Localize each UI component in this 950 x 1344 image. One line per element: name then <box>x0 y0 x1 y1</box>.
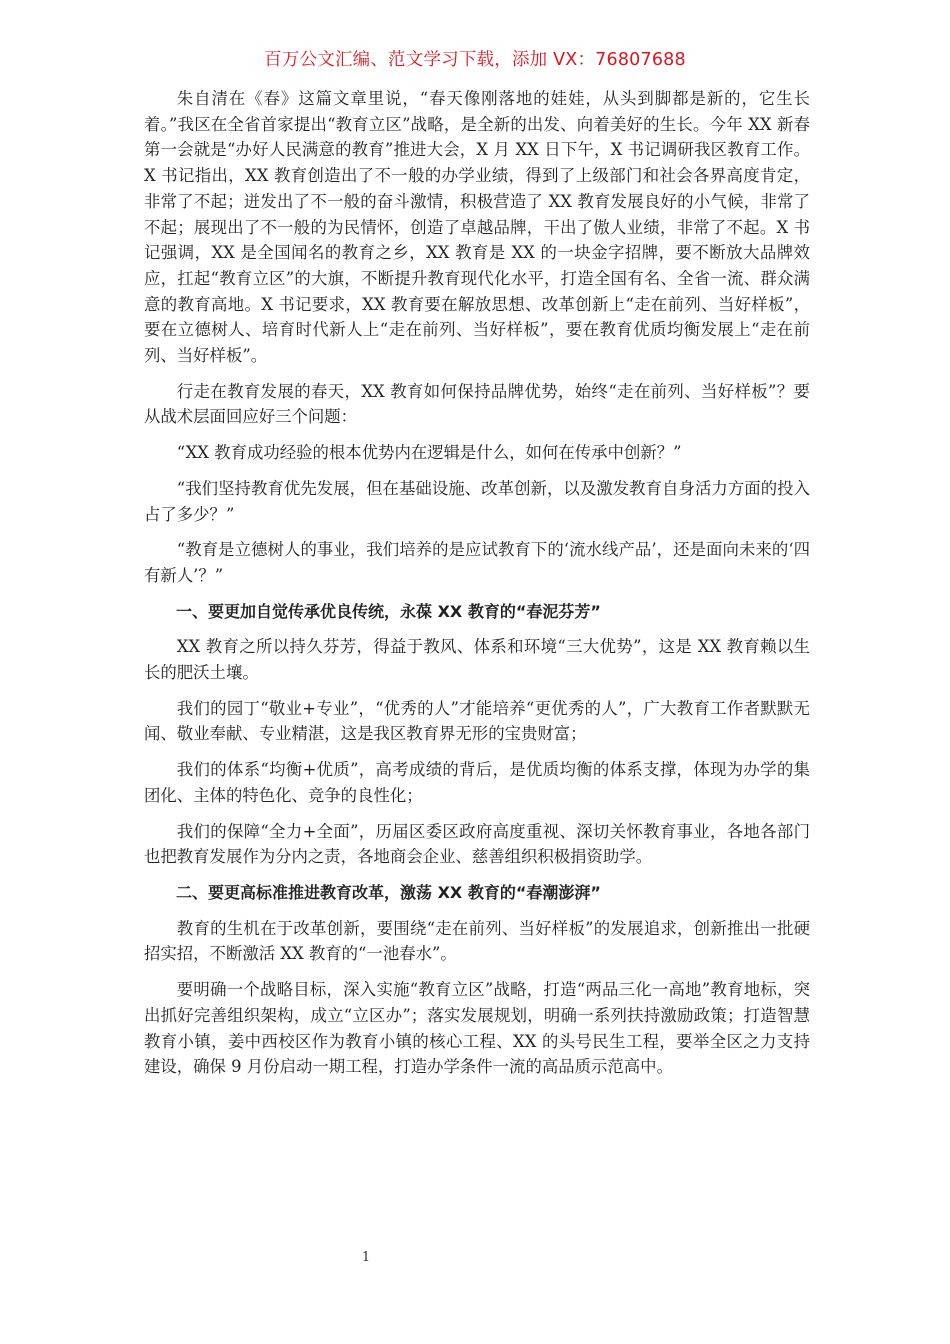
question-1: “XX 教育成功经验的根本优势内在逻辑是什么，如何在传承中创新？” <box>176 443 682 463</box>
paragraph: 我们的保障“全力+全面”，历届区委区政府高度重视、深切关怀教育事业，各地各部门也把教育发展作为分内之责，各地商会企业、慈善组织积极捐资助学。 <box>144 821 810 867</box>
document-body <box>144 86 810 1090</box>
question-2: “我们坚持教育优先发展，但在基础设施、改革创新，以及激发教育自身活力方面的投入占了多少？” <box>144 478 810 524</box>
watermark-banner: 百万公文汇编、范文学习下载，添加 VX：76807688 <box>264 50 686 70</box>
paragraph: XX 教育之所以持久芬芳，得益于教风、体系和环境“三大优势”，这是 XX 教育赖以生长的肥沃土壤。 <box>144 637 810 683</box>
page-number: 1 <box>361 1250 371 1265</box>
section-heading-2: 二、要更高标准推进教育改革，激荡 XX 教育的“春潮澎湃” <box>176 882 601 902</box>
paragraph: 我们的园丁“敬业+专业”，“优秀的人”才能培养“更优秀的人”，广大教育工作者默默无闻、敬业奉献、专业精湛，这是我区教育界无形的宝贵财富； <box>144 698 810 744</box>
question-3: “教育是立德树人的事业，我们培养的是应试教育下的‘流水线产品’，还是面向未来的‘四有新人’？” <box>144 540 810 585</box>
section-heading-1: 一、要更加自觉传承优良传统，永葆 XX 教育的“春泥芬芳” <box>176 601 601 621</box>
paragraph-questions-intro: 行走在教育发展的春天，XX 教育如何保持品牌优势，始终“走在前列、当好样板”？要从战术层面回应好三个问题： <box>144 381 810 427</box>
paragraph: 教育的生机在于改革创新，要围绕“走在前列、当好样板”的发展追求，创新推出一批硬招实招，不断激活 XX 教育的“一池春水”。 <box>144 918 810 964</box>
paragraph: 我们的体系“均衡+优质”，高考成绩的背后，是优质均衡的体系支撑，体现为办学的集团化、主体的特色化、竞争的良性化； <box>144 760 810 805</box>
paragraph: 要明确一个战略目标，深入实施“教育立区”战略，打造“两品三化一高地”教育地标，突出抓好完善组织架构，成立“立区办”；落实发展规划，明确一系列扶持激励政策；打造智慧教育小镇，姜中西校区作为教育小镇的核心工程、XX 的头号民生工程，要举全区之力支持建设，确保 9 月份启动一期工程，打造办学条件一流的高品质示范高中。 <box>144 980 810 1077</box>
paragraph-intro: 朱自清在《春》这篇文章里说，“春天像刚落地的娃娃，从头到脚都是新的，它生长着。”我区在全省首家提出“教育立区”战略，是全新的出发、向着美好的生长。今年 XX 新春第一会就是“办好人民满意的教育”推进大会，X 月 XX 日下午，X 书记调研我区教育工作。X 书记指出，XX 教育创造出了不一般的办学业绩，得到了上级部门和社会各界高度肯定，非常了不起；迸发出了不一般的奋斗激情，积极营造了 XX 教育发展良好的小气候，非常了不起；展现出了不一般的为民情怀，创造了卓越品牌，干出了傲人业绩，非常了不起。X 书记强调，XX 是全国闻名的教育之乡，XX 教育是 XX 的一块金字招牌，要不断放大品牌效应，扛起“教育立区”的大旗，不断提升教育现代化水平，打造全国有名、全省一流、群众满意的教育高地。X 书记要求，XX 教育要在解放思想、改革创新上“走在前列、当好样板”，要在立德树人、培育时代新人上“走在前列、当好样板”，要在教育优质均衡发展上“走在前列、当好样板”。 <box>144 89 810 366</box>
